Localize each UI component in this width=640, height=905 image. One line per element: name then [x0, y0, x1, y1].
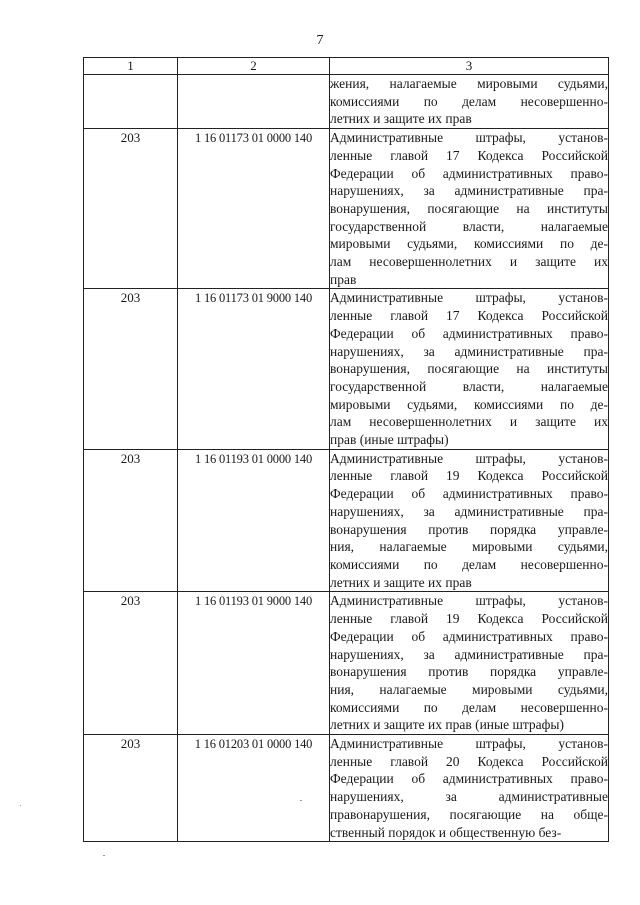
description-line: Административные штрафы, установ-: [330, 593, 608, 609]
scan-artifact-dot: [300, 800, 302, 801]
page-number: 7: [316, 33, 324, 48]
scan-artifact-dot: [20, 805, 21, 806]
admin-code-cell: 203: [84, 129, 178, 289]
description-line: нарушениях, за административные пра-: [330, 503, 608, 519]
description-line: комиссиями по делам несовершенно-: [330, 556, 608, 572]
description-line: ленные главой 17 Кодекса Российской: [330, 147, 608, 163]
description-line: лам несовершеннолетних и защите их: [330, 414, 608, 430]
description-line: Административные штрафы, установ-: [330, 450, 608, 466]
kbk-code-cell: 1 16 01193 01 0000 140: [178, 449, 330, 592]
continuation-description: [330, 75, 609, 129]
scan-artifact-dot: [103, 855, 105, 856]
description-cell: [330, 592, 609, 735]
description-line: Административные штрафы, установ-: [330, 290, 608, 306]
table-row: [84, 449, 609, 592]
description-line: Административные штрафы, установ-: [330, 130, 608, 146]
table-header-row: [84, 58, 609, 75]
description-line: летних и защите их прав: [330, 111, 472, 127]
description-line: вонарушения против порядка управле-: [330, 664, 608, 680]
continuation-kbk: [178, 75, 330, 129]
kbk-code-cell: 1 16 01173 01 0000 140: [178, 129, 330, 289]
description-line: прав: [330, 271, 357, 287]
description-cell: [330, 449, 609, 592]
admin-code-cell: 203: [84, 449, 178, 592]
description-cell: [330, 289, 609, 449]
table-row: [84, 735, 609, 842]
continuation-row: [84, 75, 609, 129]
description-cell: [330, 129, 609, 289]
description-line: государственной власти, налагаемые: [330, 378, 608, 394]
description-line: мировыми судьями, комиссиями по де-: [330, 396, 608, 412]
header-col-3: 3: [330, 58, 609, 75]
document-table: [83, 57, 609, 842]
admin-code-cell: 203: [84, 592, 178, 735]
table-row: [84, 592, 609, 735]
description-line: Административные штрафы, установ-: [330, 736, 608, 752]
description-line: ственный порядок и общественную без-: [330, 824, 562, 840]
description-line: ленные главой 19 Кодекса Российской: [330, 611, 608, 627]
description-line: Федерации об административных право-: [330, 486, 608, 502]
description-line: вонарушения, посягающие на институты: [330, 361, 608, 377]
table-body: [84, 75, 609, 842]
description-line: прав (иные штрафы): [330, 432, 449, 448]
header-col-2: 2: [178, 58, 330, 75]
description-line: Федерации об административных право-: [330, 325, 608, 341]
description-line: вонарушения против порядка управле-: [330, 521, 608, 537]
kbk-code-cell: 1 16 01203 01 0000 140: [178, 735, 330, 842]
description-line: нарушениях, за административные: [330, 789, 608, 805]
description-line: Федерации об административных право-: [330, 771, 608, 787]
table-row: [84, 289, 609, 449]
description-line: вонарушения, посягающие на институты: [330, 200, 608, 216]
description-line: лам несовершеннолетних и защите их: [330, 254, 608, 270]
description-line: ленные главой 19 Кодекса Российской: [330, 468, 608, 484]
admin-code-cell: 203: [84, 735, 178, 842]
description-line: комиссиями по делам несовершенно-: [330, 699, 608, 715]
kbk-code-cell: 1 16 01193 01 9000 140: [178, 592, 330, 735]
description-line: летних и защите их прав: [330, 574, 472, 590]
header-col-1: 1: [84, 58, 178, 75]
description-cell: [330, 735, 609, 842]
description-line: мировыми судьями, комиссиями по де-: [330, 236, 608, 252]
continuation-admin-code: [84, 75, 178, 129]
admin-code-cell: 203: [84, 289, 178, 449]
description-line: жения, налагаемые мировыми судьями,: [330, 76, 608, 91]
description-line: ния, налагаемые мировыми судьями,: [330, 681, 608, 697]
description-line: комиссиями по делам несовершенно-: [330, 93, 608, 109]
description-line: летних и защите их прав (иные штрафы): [330, 717, 564, 733]
description-line: Федерации об административных право-: [330, 628, 608, 644]
description-line: государственной власти, налагаемые: [330, 218, 608, 234]
description-line: ния, налагаемые мировыми судьями,: [330, 539, 608, 555]
table-row: [84, 129, 609, 289]
description-line: Федерации об административных право-: [330, 165, 608, 181]
description-line: правонарушения, посягающие на обще-: [330, 806, 608, 822]
description-line: ленные главой 17 Кодекса Российской: [330, 308, 608, 324]
description-line: ленные главой 20 Кодекса Российской: [330, 753, 608, 769]
kbk-code-cell: 1 16 01173 01 9000 140: [178, 289, 330, 449]
description-line: нарушениях, за административные пра-: [330, 343, 608, 359]
description-line: нарушениях, за административные пра-: [330, 646, 608, 662]
description-line: нарушениях, за административные пра-: [330, 183, 608, 199]
